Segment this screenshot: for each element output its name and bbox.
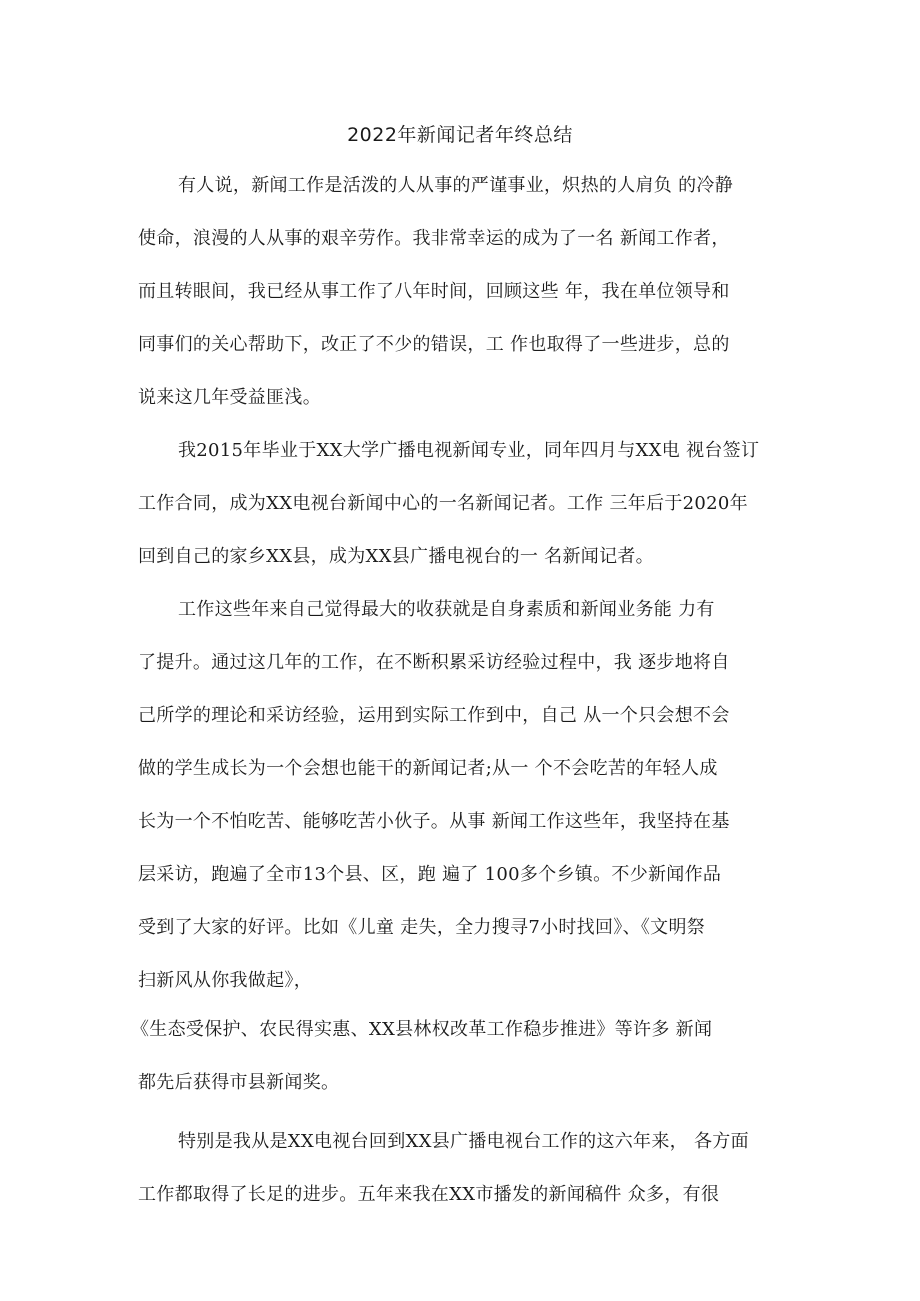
paragraph-1-line-3: 而且转眼间，我已经从事工作了八年时间，回顾这些 年，我在单位领导和 [138, 281, 730, 302]
paragraph-3-line-6: 层采访，跑遍了全市13个县、区，跑 遍了 100多个乡镇。不少新闻作品 [138, 864, 722, 885]
paragraph-4-line-1: 特别是我从是XX电视台回到XX县广播电视台工作的这六年来， 各方面 [178, 1131, 749, 1152]
paragraph-2-line-1: 我2015年毕业于XX大学广播电视新闻专业，同年四月与XX电 视台签订 [178, 440, 760, 461]
paragraph-3-line-7: 受到了大家的好评。比如《儿童 走失，全力搜寻7小时找回》、《文明祭 [138, 917, 706, 938]
paragraph-3-line-1: 工作这些年来自己觉得最大的收获就是自身素质和新闻业务能 力有 [178, 599, 715, 620]
paragraph-3-line-8: 扫新风从你我做起》， [138, 970, 312, 991]
document-title: 2022年新闻记者年终总结 [347, 124, 573, 146]
paragraph-1-line-1: 有人说，新闻工作是活泼的人从事的严谨事业，炽热的人肩负 的冷静 [178, 175, 734, 196]
paragraph-3-line-3: 己所学的理论和采访经验，运用到实际工作到中，自己 从一个只会想不会 [138, 705, 730, 726]
paragraph-2-line-2: 工作合同，成为XX电视台新闻中心的一名新闻记者。工作 三年后于2020年 [138, 493, 748, 514]
paragraph-2-line-3: 回到自己的家乡XX县，成为XX县广播电视台的一 名新闻记者。 [138, 546, 654, 567]
paragraph-1-line-5: 说来这几年受益匪浅。 [138, 387, 321, 408]
paragraph-1-line-2: 使命，浪漫的人从事的艰辛劳作。我非常幸运的成为了一名 新闻工作者， [138, 228, 730, 249]
paragraph-3-line-2: 了提升。通过这几年的工作，在不断积累采访经验过程中，我 逐步地将自 [138, 652, 730, 673]
paragraph-3-line-9: 《生态受保护、农民得实惠、XX县林权改革工作稳步推进》等许多 新闻 [131, 1019, 713, 1040]
paragraph-1-line-4: 同事们的关心帮助下，改正了不少的错误，工 作也取得了一些进步，总的 [138, 334, 730, 355]
paragraph-3-line-10: 都先后获得市县新闻奖。 [138, 1072, 340, 1093]
paragraph-3-line-5: 长为一个不怕吃苦、能够吃苦小伙子。从事 新闻工作这些年，我坚持在基 [138, 811, 730, 832]
paragraph-4-line-2: 工作都取得了长足的进步。五年来我在XX市播发的新闻稿件 众多，有很 [138, 1184, 720, 1205]
paragraph-3-line-4: 做的学生成长为一个会想也能干的新闻记者;从一 个不会吃苦的年轻人成 [138, 758, 718, 779]
